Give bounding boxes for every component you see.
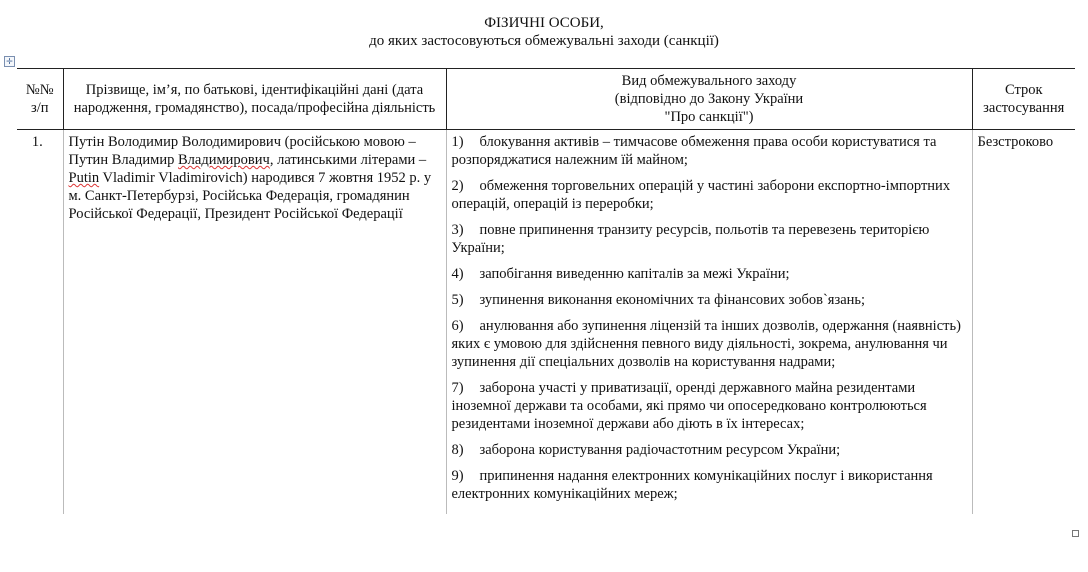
measure-item xyxy=(452,265,967,283)
measure-number: 8) xyxy=(451,442,464,458)
person-text-spellmark-2: Putin xyxy=(68,170,100,186)
person-text-spellmark-1: Владимирович xyxy=(178,152,270,168)
header-term xyxy=(972,69,1075,130)
sanctions-table xyxy=(17,68,1075,514)
measure-item xyxy=(452,177,967,213)
measure-text: блокування активів – тимчасове обмеження права особи користуватися та розпоряджатися належним їй майном; xyxy=(451,134,937,168)
header-person: Прізвище, ім’я, по батькові, ідентифікаційні дані (дата народження, громадянство), посада/професійна діяльність xyxy=(63,69,446,130)
measure-number: 6) xyxy=(451,318,464,334)
measure-item xyxy=(452,379,967,433)
measure-item xyxy=(452,221,967,257)
table-row xyxy=(17,130,1075,515)
document-title xyxy=(0,14,1088,50)
measure-number: 4) xyxy=(451,266,464,282)
header-number-line-1: №№ xyxy=(25,82,54,98)
person-text-1: Путін Володимир Володимирович (російською мовою – Путин Владимир xyxy=(68,134,416,168)
header-measure xyxy=(446,69,972,130)
measure-text: запобігання виведенню капіталів за межі України; xyxy=(479,266,790,282)
measure-text: повне припинення транзиту ресурсів, польотів та перевезень територією України; xyxy=(451,222,930,256)
row-measures xyxy=(446,130,972,515)
measure-number: 5) xyxy=(451,292,464,308)
header-term-line-2: застосування xyxy=(983,100,1065,116)
measure-item xyxy=(452,317,967,371)
measure-number: 7) xyxy=(451,380,464,396)
measure-number: 2) xyxy=(451,178,464,194)
title-line-2: до яких застосовуються обмежувальні заходи (санкції) xyxy=(369,33,719,49)
person-text-3: Vladimir Vladimirovich) народився 7 жовтня 1952 р. у м. Санкт-Петербурзі, Російська Федерація, громадянин Російської Федерації, Президент Російської Федерації xyxy=(68,170,432,222)
row-term: Безстроково xyxy=(972,130,1075,515)
measure-item xyxy=(452,467,967,503)
measure-item xyxy=(452,441,967,459)
measure-item xyxy=(452,133,967,169)
measure-text: обмеження торговельних операцій у частині заборони експортно-імпортних операцій, операцій із переробки; xyxy=(451,178,951,212)
measure-item xyxy=(452,291,967,309)
header-number xyxy=(17,69,63,130)
header-measure-line-2: (відповідно до Закону України xyxy=(614,91,804,107)
measure-text: припинення надання електронних комунікаційних послуг і використання електронних комунікаційних мереж; xyxy=(451,468,933,502)
measure-number: 9) xyxy=(451,468,464,484)
header-measure-line-3: "Про санкції") xyxy=(664,109,754,125)
table-header-row xyxy=(17,69,1075,130)
measure-text: анулювання або зупинення ліцензій та інших дозволів, одержання (наявність) яких є умовою для здійснення певного виду діяльності, зокрема, анулювання чи зупинення дії спеціальних дозволів на користування надрами; xyxy=(451,318,961,370)
measure-text: заборона користування радіочастотним ресурсом України; xyxy=(479,442,841,458)
row-number: 1. xyxy=(17,130,63,515)
move-cross-icon[interactable]: ✛ xyxy=(4,56,15,67)
measure-number: 3) xyxy=(451,222,464,238)
measure-number: 1) xyxy=(451,134,464,150)
row-person xyxy=(63,130,446,515)
person-text-2: , латинськими літерами – xyxy=(269,152,427,168)
header-number-line-2: з/п xyxy=(30,100,49,116)
measure-text: зупинення виконання економічних та фінансових зобов`язань; xyxy=(479,292,866,308)
measure-text: заборона участі у приватизації, оренді державного майна резидентами іноземної держави та особами, які прямо чи опосередковано контролюються резидентами іноземної держави або діють в їх інтересах; xyxy=(451,380,927,432)
header-term-line-1: Строк xyxy=(1004,82,1043,98)
header-measure-line-1: Вид обмежувального заходу xyxy=(621,73,797,89)
title-line-1: ФІЗИЧНІ ОСОБИ, xyxy=(484,15,604,31)
person-description xyxy=(69,133,441,223)
cell-end-marker xyxy=(1072,530,1079,537)
